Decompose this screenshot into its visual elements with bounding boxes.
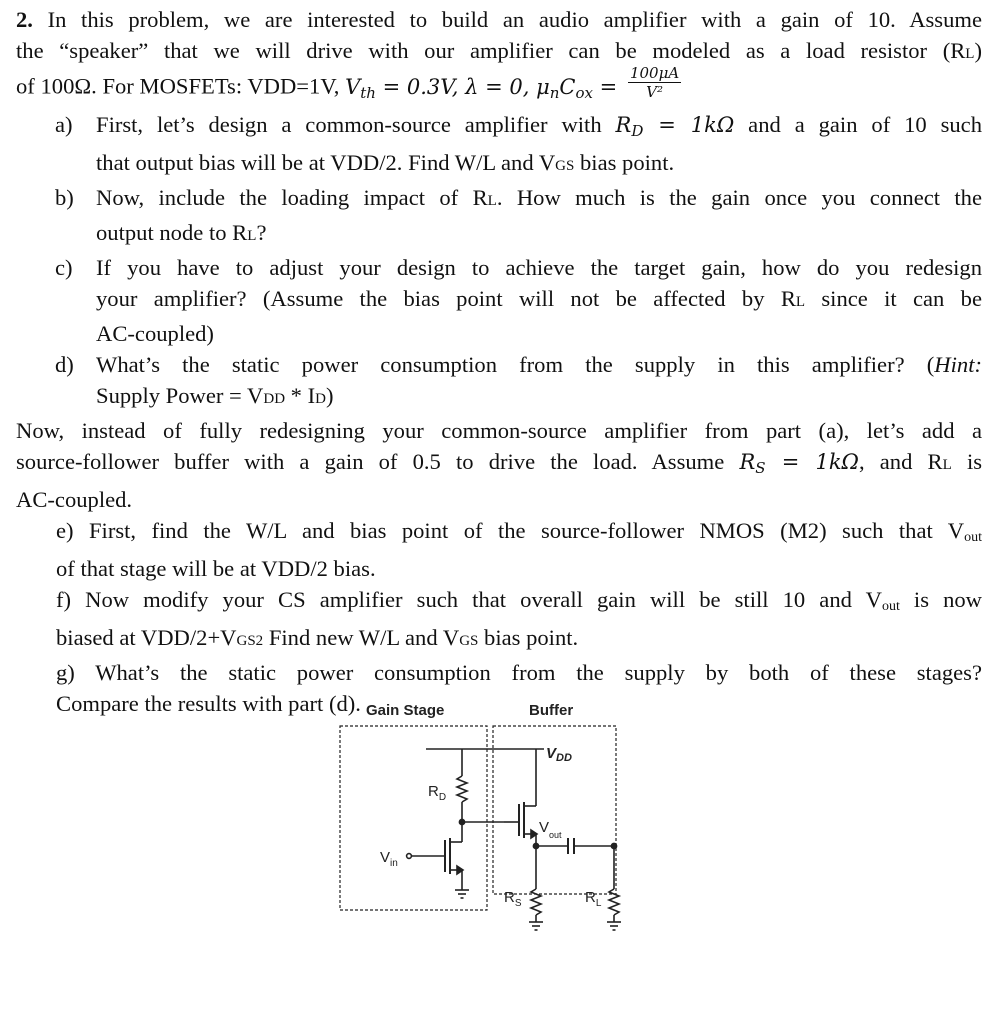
part-b-line-2: output node to RL? xyxy=(96,219,267,245)
mobility-fraction xyxy=(628,64,681,101)
intro-text-1: In this problem, we are interested to build an audio amplifier with a gain of 10. Assume xyxy=(47,7,982,32)
gain-stage-box xyxy=(340,726,487,910)
rs-label: $R_S$ xyxy=(504,889,522,909)
part-b xyxy=(16,182,982,252)
problem-intro xyxy=(16,4,982,109)
part-c-label: c) xyxy=(55,254,73,280)
part-d-line-1: What’s the static power consumption from the supply in this amplifier? (Hint: xyxy=(96,351,982,377)
part-f-line-2: biased at VDD/2+VGS2 Find new W/L and VGS bias point. xyxy=(56,624,579,650)
part-c-line-3: AC-coupled) xyxy=(96,320,214,346)
part-b-line-1: Now, include the loading impact of RL. How much is the gain once you connect the xyxy=(96,184,983,210)
followup-line-2: source-follower buffer with a gain of 0.5 to drive the load. Assume RS = 1kΩ, and RL is xyxy=(16,448,983,477)
vth-expression: Vth = 0.3V, λ = 0, μnCox = xyxy=(345,74,624,102)
vout-label: $V_{out}$ xyxy=(539,819,562,840)
rs-resistor xyxy=(531,889,541,915)
circuit-schematic xyxy=(336,694,628,938)
rl-resistor xyxy=(609,889,619,915)
intro-text-2-end: ) xyxy=(974,38,982,63)
part-g-line-2: Compare the results with part (d). xyxy=(56,690,361,716)
fraction-numerator: 100μA xyxy=(629,64,680,82)
part-c xyxy=(16,252,982,349)
rd-resistor xyxy=(457,776,467,802)
part-a xyxy=(16,109,982,182)
intro-line-2 xyxy=(16,35,982,70)
buffer-label: Buffer xyxy=(529,702,574,719)
part-e xyxy=(16,515,982,584)
part-a-line-2: that output bias will be at VDD/2. Find W/L and VGS bias point. xyxy=(96,149,675,175)
part-a-line-1: First, let’s design a common-source amplifier with RD = 1kΩ and a gain of 10 such xyxy=(96,111,983,140)
rd-label: $R_D$ xyxy=(428,783,447,803)
intro-line-3 xyxy=(16,64,982,109)
part-b-label: b) xyxy=(55,184,74,210)
followup-line-1: Now, instead of fully redesigning your common-source amplifier from part (a), let’s add a xyxy=(16,417,982,443)
problem-document xyxy=(16,4,982,719)
followup-paragraph xyxy=(16,415,982,515)
part-c-line-1: If you have to adjust your design to achieve the target gain, how do you redesign xyxy=(96,254,982,280)
vin-terminal xyxy=(407,854,412,859)
rl-label: $R_L$ xyxy=(585,889,602,909)
intro-text-2: the “speaker” that we will drive with our amplifier can be modeled as a load resistor (R xyxy=(16,38,966,63)
part-f xyxy=(16,584,982,657)
rl-subscript: L xyxy=(965,46,975,62)
part-d-label: d) xyxy=(55,351,74,377)
followup-line-3: AC-coupled. xyxy=(16,486,133,512)
gain-stage-label: Gain Stage xyxy=(366,702,445,719)
fraction-denominator: V² xyxy=(646,83,663,101)
part-g-line-1: g) What’s the static power consumption from the supply by both of these stages? xyxy=(56,659,982,685)
intro-text-3: of 100Ω. For MOSFETs: VDD=1V, xyxy=(16,73,340,99)
part-f-line-1: f) Now modify your CS amplifier such that overall gain will be still 10 and $V_{out}$ is now xyxy=(56,586,982,614)
part-d xyxy=(16,349,982,415)
vdd-label: $V_{DD}$ xyxy=(546,745,572,764)
part-e-line-1: e) First, find the W/L and bias point of the source-follower NMOS (M2) such that $V_{out}$ xyxy=(56,517,982,545)
part-a-label: a) xyxy=(55,111,73,137)
problem-number: 2. xyxy=(16,7,33,32)
part-e-line-2: of that stage will be at VDD/2 bias. xyxy=(56,555,376,581)
intro-line-1 xyxy=(16,4,982,35)
vin-label: $V_{in}$ xyxy=(380,849,398,869)
part-d-line-2: Supply Power = VDD * ID) xyxy=(96,382,334,408)
part-c-line-2: your amplifier? (Assume the bias point will not be affected by RL since it can be xyxy=(96,285,983,311)
